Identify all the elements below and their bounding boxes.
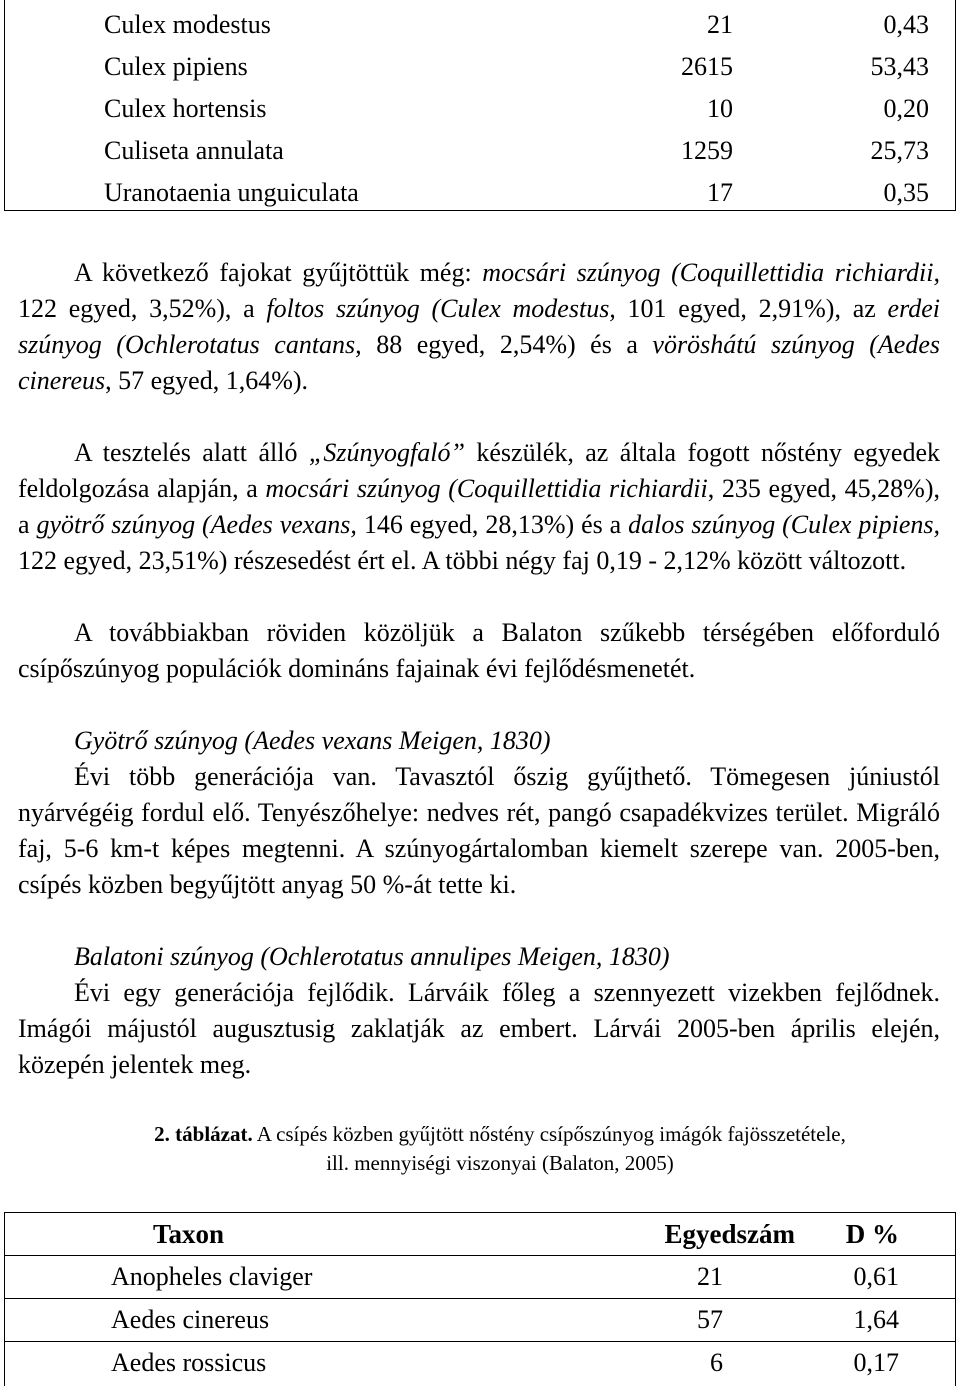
pct-cell: 0,61 — [853, 1262, 899, 1291]
table-caption — [40, 1120, 960, 1178]
pct-cell: 0,17 — [853, 1348, 899, 1377]
text-span: , 57 egyed, 1,64%). — [105, 366, 309, 395]
taxon-cell: Culex hortensis — [104, 94, 267, 123]
species-text-ochlerotatus-annulipes: Évi egy generációja fejlődik. Lárváik főleg a szennyezett vizekben fejlődnek. Imágói májustól augusztusig zaklatják az embert. Lárvái 2005-ben április elején, közepén jelentek meg. — [18, 978, 940, 1079]
caption-text: A csípés közben gyűjtött nőstény csípőszúnyog imágók fajösszetétele, — [252, 1122, 846, 1146]
header-count: Egyedszám — [664, 1219, 795, 1249]
table-row — [5, 0, 955, 42]
text-span: 88 egyed, 2,54%) és a — [361, 330, 653, 359]
species-text-aedes-vexans: Évi több generációja van. Tavasztól őszig gyűjthető. Tömegesen júniustól nyárvégéig fordul elő. Tenyészőhelye: nedves rét, pangó csapadékvizes terület. Migráló faj, 5-6 km-t képes megtenni. A szúnyogártalomban kiemelt szerepe van. 2005-ben, csípés közben begyűjtött anyag 50 %-át tette ki. — [18, 762, 940, 899]
italic-span: mocsári szúnyog (Coquillettidia richiardii — [265, 474, 708, 503]
count-cell: 10 — [707, 94, 733, 123]
count-cell: 6 — [710, 1348, 723, 1377]
table-row — [5, 1256, 955, 1299]
caption-line-2: ill. mennyiségi viszonyai (Balaton, 2005) — [326, 1151, 674, 1175]
table-row — [5, 126, 955, 168]
text-span: 122 egyed, 23,51%) részesedést ért el. A többi négy faj 0,19 - 2,12% között változott. — [18, 546, 907, 575]
header-taxon: Taxon — [153, 1219, 225, 1249]
text-span: A következő fajokat gyűjtöttük még: — [74, 258, 483, 287]
paragraph-other-species — [18, 255, 940, 399]
pct-cell: 0,20 — [883, 94, 929, 123]
count-cell: 2615 — [681, 52, 733, 81]
italic-span: „Szúnyogfaló” — [308, 438, 465, 467]
pct-cell: 25,73 — [870, 136, 929, 165]
taxon-cell: Aedes rossicus — [111, 1348, 267, 1377]
taxon-cell: Culex pipiens — [104, 52, 248, 81]
paragraph-device-results — [18, 435, 940, 579]
paragraph-intro: A továbbiakban röviden közöljük a Balaton szűkebb térségében előforduló csípőszúnyog populációk domináns fajainak évi fejlődésmenetét. — [18, 618, 940, 683]
taxon-cell: Culex modestus — [104, 10, 271, 39]
text-span: A tesztelés alatt álló — [74, 438, 309, 467]
table-row — [5, 168, 955, 210]
table-row — [5, 84, 955, 126]
italic-span: vöröshátú szúnyog (Aedes cinereus — [18, 330, 940, 395]
pct-cell: 53,43 — [870, 52, 929, 81]
pct-cell: 1,64 — [853, 1305, 899, 1334]
species-table-bottom — [4, 1212, 956, 1386]
text-span: 122 egyed, 3,52%), a — [18, 294, 267, 323]
header-pct: D % — [845, 1219, 899, 1249]
species-table-top — [4, 0, 956, 211]
caption-line-1 — [40, 1120, 960, 1149]
text-span: 101 egyed, 2,91%), az — [615, 294, 888, 323]
taxon-cell: Uranotaenia unguiculata — [104, 178, 359, 207]
count-cell: 1259 — [681, 136, 733, 165]
table-row — [5, 1299, 955, 1342]
italic-span: mocsári szúnyog (Coquillettidia richiardii, — [482, 258, 940, 287]
table-row — [5, 42, 955, 84]
taxon-cell: Aedes cinereus — [111, 1305, 270, 1334]
table-row — [5, 1342, 955, 1384]
caption-label: 2. táblázat. — [154, 1122, 253, 1146]
text-span: , 235 egyed, 45,28%), a — [18, 474, 940, 539]
text-span: készülék, az általa fogott nőstény egyedek feldolgozása alapján, a — [18, 438, 940, 503]
count-cell: 57 — [697, 1305, 723, 1334]
species-heading-aedes-vexans: Gyötrő szúnyog (Aedes vexans Meigen, 1830) — [74, 726, 551, 755]
count-cell: 21 — [697, 1262, 723, 1291]
italic-span: erdei szúnyog (Ochlerotatus cantans, — [18, 294, 940, 359]
species-heading-ochlerotatus-annulipes: Balatoni szúnyog (Ochlerotatus annulipes Meigen, 1830) — [74, 942, 670, 971]
italic-span: foltos szúnyog (Culex modestus, — [266, 294, 616, 323]
pct-cell: 0,43 — [883, 10, 929, 39]
pct-cell: 0,35 — [883, 178, 929, 207]
taxon-cell: Anopheles claviger — [111, 1262, 313, 1291]
italic-span: dalos szúnyog (Culex pipiens, — [628, 510, 940, 539]
italic-span: gyötrő szúnyog (Aedes vexans, — [36, 510, 357, 539]
table-header-row — [5, 1213, 955, 1256]
text-span: 146 egyed, 28,13%) és a — [356, 510, 629, 539]
count-cell: 17 — [707, 178, 733, 207]
count-cell: 21 — [707, 10, 733, 39]
taxon-cell: Culiseta annulata — [104, 136, 284, 165]
